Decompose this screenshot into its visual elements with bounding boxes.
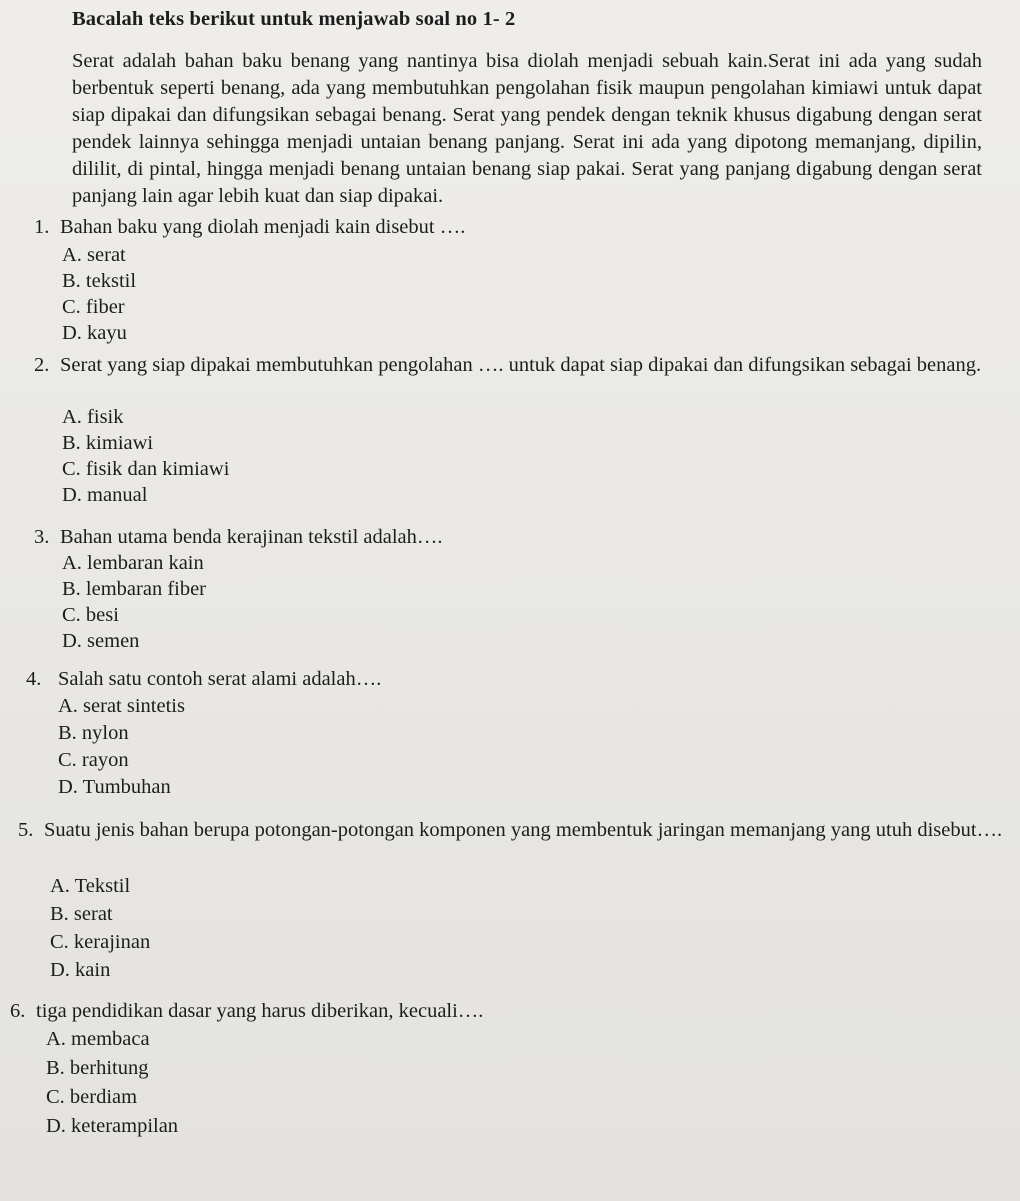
question-4	[26, 666, 996, 806]
question-stem: Serat yang siap dipakai membutuhkan pengolahan …. untuk dapat siap dipakai dan difungsikan sebagai benang.	[60, 354, 982, 376]
option-d[interactable]: D. kayu	[62, 322, 127, 344]
option-d[interactable]: D. kain	[50, 959, 111, 981]
question-number: 3.	[34, 526, 50, 548]
option-c[interactable]: C. rayon	[58, 749, 129, 771]
question-2	[34, 352, 994, 512]
question-stem: tiga pendidikan dasar yang harus diberikan, kecuali….	[36, 1000, 484, 1022]
option-a[interactable]: A. serat	[62, 244, 126, 266]
option-d[interactable]: D. manual	[62, 484, 148, 506]
option-b[interactable]: B. serat	[50, 903, 113, 925]
option-c[interactable]: C. besi	[62, 604, 119, 626]
reading-passage: Serat adalah bahan baku benang yang nantinya bisa diolah menjadi sebuah kain.Serat ini ada yang sudah berbentuk seperti benang, ada yang membutuhkan pengolahan fisik maupun pengolahan kimiawi untuk dapat siap dipakai dan difungsikan sebagai benang. Serat yang pendek dengan teknik khusus digabung dengan serat pendek lainnya sehingga menjadi untaian benang panjang. Serat ini ada yang dipotong memanjang, dipilin, dililit, di pintal, hingga menjadi benang untaian benang siap pakai. Serat yang panjang digabung dengan serat panjang lain agar lebih kuat dan siap dipakai.	[72, 50, 982, 207]
instruction-heading: Bacalah teks berikut untuk menjawab soal no 1- 2	[72, 8, 516, 30]
question-number: 6.	[10, 1000, 26, 1022]
option-b[interactable]: B. lembaran fiber	[62, 578, 207, 600]
question-3	[34, 524, 994, 659]
option-b[interactable]: B. tekstil	[62, 270, 137, 292]
option-c[interactable]: C. kerajinan	[50, 931, 151, 953]
option-b[interactable]: B. nylon	[58, 722, 129, 744]
question-number: 4.	[26, 668, 42, 690]
question-5	[18, 817, 1013, 987]
option-b[interactable]: B. berhitung	[46, 1057, 149, 1079]
option-a[interactable]: A. Tekstil	[50, 875, 131, 897]
question-stem: Suatu jenis bahan berupa potongan-potongan komponen yang membentuk jaringan memanjang yang utuh disebut….	[44, 819, 1003, 841]
option-a[interactable]: A. serat sintetis	[58, 695, 185, 717]
question-1	[34, 214, 1004, 344]
question-stem: Bahan utama benda kerajinan tekstil adalah….	[60, 526, 443, 548]
option-d[interactable]: D. keterampilan	[46, 1115, 179, 1137]
question-number: 2.	[34, 354, 50, 376]
option-a[interactable]: A. membaca	[46, 1028, 150, 1050]
option-c[interactable]: C. fisik dan kimiawi	[62, 458, 230, 480]
option-d[interactable]: D. semen	[62, 630, 140, 652]
question-stem: Salah satu contoh serat alami adalah….	[58, 668, 382, 690]
option-c[interactable]: C. fiber	[62, 296, 125, 318]
question-6	[10, 998, 1010, 1143]
option-c[interactable]: C. berdiam	[46, 1086, 138, 1108]
option-b[interactable]: B. kimiawi	[62, 432, 154, 454]
question-number: 5.	[18, 819, 34, 841]
question-stem: Bahan baku yang diolah menjadi kain disebut ….	[60, 216, 466, 238]
option-a[interactable]: A. fisik	[62, 406, 124, 428]
question-number: 1.	[34, 216, 50, 238]
option-d[interactable]: D. Tumbuhan	[58, 776, 171, 798]
option-a[interactable]: A. lembaran kain	[62, 552, 204, 574]
